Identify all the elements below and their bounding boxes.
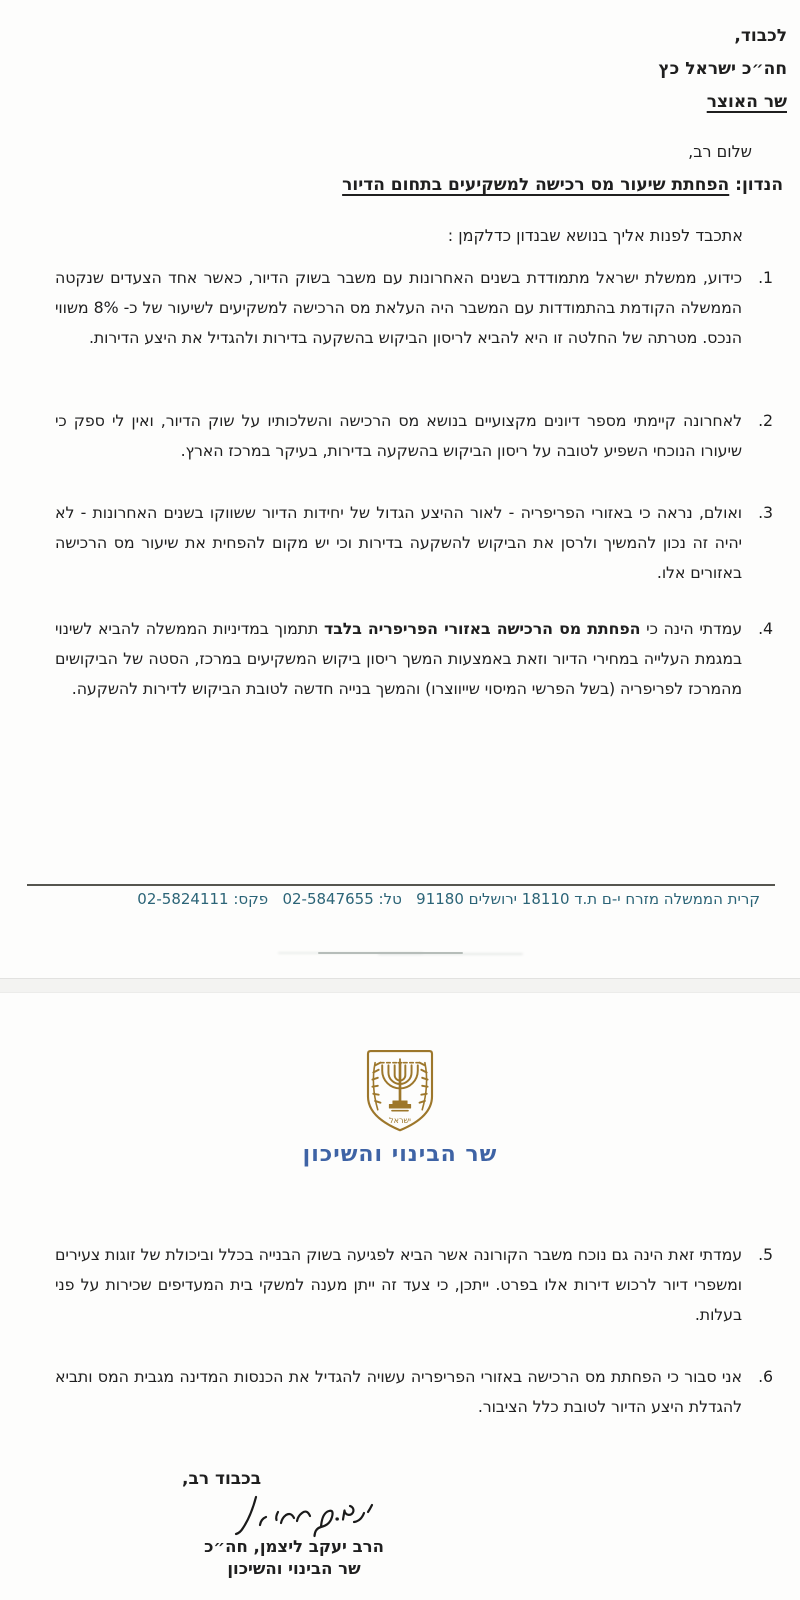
intro-line: אתכבד לפנות אליך בנושא שבנדון כדלקמן : (447, 226, 743, 245)
scan-smudge (318, 952, 463, 954)
subject-line (342, 175, 783, 195)
item-number: 2. (758, 411, 773, 430)
item-text: כידוע, ממשלת ישראל מתמודדת בשנים האחרונות עם משבר בשוק הדיור, כאשר אחד הצעדים שנקטה הממשלה הקודמת בהתמודדות עם המשבר היה העלאת מס הרכישה למשקיעים לשיעור של כ- 8% משווי הנכס. מטרתה של החלטה זו היא להביא לריסון הביקוש בהשקעה בדירות ולהגדיל את היצע הדירות. (55, 268, 743, 347)
item-text: לאחרונה קיימתי מספר דיונים מקצועיים בנושא מס הרכישה והשלכותיו על שוק הדיור, ואין לי ספק כי שיעורו הנוכחי השפיע לטובה על ריסון הביקוש בהשקעה בדירות, בעיקר במרכז הארץ. (55, 411, 742, 460)
footer-rule (27, 884, 775, 886)
signer-name: הרב יעקב ליצמן, חה״כ (204, 1537, 384, 1556)
salutation: שלום רב, (688, 142, 752, 161)
signature (178, 1492, 410, 1542)
recipient-line-title: שר האוצר (706, 92, 787, 112)
item-number: 5. (758, 1245, 773, 1264)
list-item-3 (55, 498, 775, 588)
closing-regards: בכבוד רב, (182, 1469, 262, 1489)
handwritten-signature-icon (226, 1492, 376, 1546)
recipient-line-to: לכבוד, (734, 26, 787, 46)
israel-state-emblem-icon (360, 1046, 440, 1138)
recipient-line-name: חה״כ ישראל כץ (658, 59, 787, 79)
ministry-title: שר הבינוי והשיכון (302, 1142, 498, 1167)
item-text: אני סבור כי הפחתת מס הרכישה באזורי הפריפריה עשויה להגדיל את הכנסות המדינה מגבית המס ותביא להגדלת היצע הדיור לטובת כלל הציבור. (55, 1367, 742, 1416)
item-number: 1. (758, 268, 773, 287)
item-text-post: תתמוך במדיניות הממשלה להביא לשינוי במגמת העלייה במחירי הדיור וזאת באמצעות המשך ריסון ביקוש המשקיעים במרכז, הסטה של הביקושים מהמרכז לפריפריה (בשל הפרשי המיסוי שייווצרו) והמשך בנייה חדשה לטובת הביקוש לדירות להשקעה. (55, 619, 742, 698)
item-text-bold: הפחתת מס הרכישה באזורי הפריפריה בלבד (324, 619, 641, 638)
list-item-6 (55, 1362, 775, 1422)
recipient-block (658, 20, 787, 119)
list-item-1 (55, 263, 775, 353)
item-number: 3. (758, 503, 773, 522)
page-separator (0, 978, 800, 993)
list-item-4 (55, 614, 775, 704)
item-text: עמדתי זאת הינה גם נוכח משבר הקורונה אשר הביא לפגיעה בשוק הבנייה בכלל וביכולת של זוגות צעירים ומשפרי דיור לרכוש דירות אלו בפרט. ייתכן, כי צעד זה ייתן מענה למשקי בית המעדיפים שכירות על פני בעלות. (55, 1245, 742, 1324)
signer-title: שר הבינוי והשיכון (227, 1559, 361, 1578)
item-text: ואולם, נראה כי באזורי הפריפריה - לאור ההיצע הגדול של יחידות הדיור ששווקו בשנים האחרונות - לא יהיה זה נכון להמשיך ולרסן את הביקוש להשקעה בדירות וכי יש מקום להפחית את שיעור מס הרכישה באזורים אלו. (55, 503, 742, 582)
item-number: 4. (758, 619, 773, 638)
item-text-pre: עמדתי הינה כי (640, 619, 742, 638)
footer-address: קרית הממשלה מזרח י-ם ת.ד 18110 ירושלים 91180 טל: 02-5847655 פקס: 02-5824111 (137, 890, 760, 908)
closing-block (178, 1466, 410, 1580)
subject-label: הנדון: (729, 175, 783, 195)
emblem-caption: ישראל (389, 1116, 411, 1126)
list-item-2 (55, 406, 775, 466)
subject-text: הפחתת שיעור מס רכישה למשקיעים בתחום הדיור (342, 175, 730, 195)
list-item-5 (55, 1240, 775, 1330)
item-number: 6. (758, 1367, 773, 1386)
